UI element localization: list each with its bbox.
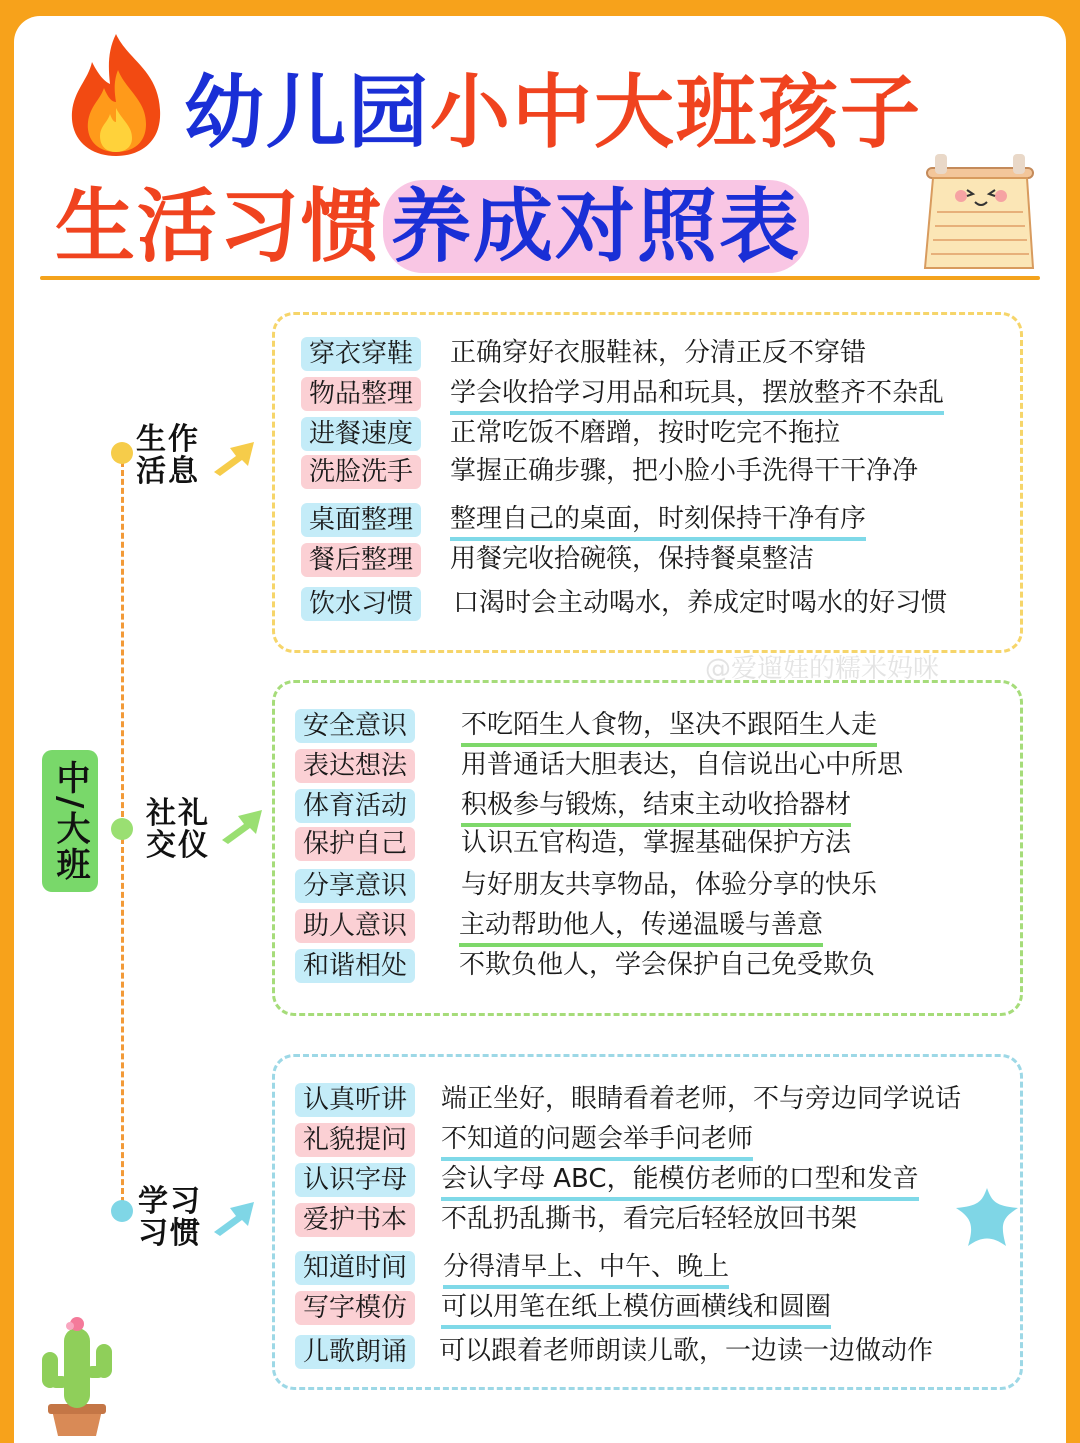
star-icon [952,1184,1022,1250]
list-item [275,1291,1020,1327]
list-item [275,827,1020,863]
arrow-icon [210,1198,258,1238]
title-line-1 [184,48,922,163]
habit-tag: 保护自己 [295,827,415,861]
habit-description: 不吃陌生人食物，坚决不跟陌生人走 [461,707,877,747]
habit-tag: 穿衣穿鞋 [301,337,421,371]
list-item [275,455,1020,491]
fire-icon [58,30,174,160]
list-item [275,1163,1020,1199]
habit-tag: 进餐速度 [301,417,421,451]
list-item [275,789,1020,825]
list-item [275,749,1020,785]
timeline-dot-1 [111,442,133,464]
title-part-classes: 小中大班孩子 [430,66,922,159]
list-item [275,417,1020,453]
list-item [275,1123,1020,1159]
habit-description: 正确穿好衣服鞋袜，分清正反不穿错 [450,338,867,368]
list-item [275,1083,1020,1119]
habit-description: 正常吃饭不磨蹭，按时吃完不拖拉 [450,418,841,448]
list-item [275,377,1020,413]
habit-description: 整理自己的桌面，时刻保持干净有序 [450,501,866,541]
list-item [275,1251,1020,1287]
habit-description: 不乱扔乱撕书，看完后轻轻放回书架 [441,1204,858,1234]
category-label-social: 社礼 交仪 [146,796,210,863]
timeline-dot-3 [111,1200,133,1222]
category-label-life: 生作 活息 [136,422,200,489]
habit-tag: 写字模仿 [295,1291,415,1325]
title-line-2 [55,162,809,277]
section-social-etiquette [272,680,1023,1016]
list-item [275,869,1020,905]
arrow-icon [218,806,266,846]
list-item [275,337,1020,373]
title-part-chart: 养成对照表 [383,180,809,273]
habit-tag: 认识字母 [295,1163,415,1197]
habit-description: 与好朋友共享物品，体验分享的快乐 [461,870,878,900]
list-item [275,543,1020,579]
habit-description: 不欺负他人，学会保护自己免受欺负 [459,950,876,980]
section-study-habits [272,1054,1023,1390]
habit-tag: 和谐相处 [295,949,415,983]
habit-tag: 餐后整理 [301,543,421,577]
arrow-icon [210,438,258,478]
habit-tag: 洗脸洗手 [301,455,421,489]
list-item [275,503,1020,539]
habit-description: 用普通话大胆表达，自信说出心中所思 [461,750,904,780]
habit-tag: 饮水习惯 [301,587,421,621]
habit-description: 认识五官构造，掌握基础保护方法 [461,828,852,858]
habit-description: 用餐完收拾碗筷，保持餐桌整洁 [450,544,815,574]
cactus-icon [32,1306,122,1436]
list-item [275,909,1020,945]
habit-description: 口渴时会主动喝水，养成定时喝水的好习惯 [453,588,948,618]
header-divider [40,276,1040,280]
habit-description: 积极参与锻炼，结束主动收拾器材 [461,787,851,827]
habit-tag: 礼貌提问 [295,1123,415,1157]
habit-tag: 认真听讲 [295,1083,415,1117]
habit-description: 学会收拾学习用品和玩具，摆放整齐不杂乱 [450,375,944,415]
habit-tag: 分享意识 [295,869,415,903]
habit-description: 可以用笔在纸上模仿画横线和圆圈 [441,1289,831,1329]
section-life-habits [272,312,1023,653]
list-item [275,587,1020,623]
list-item [275,709,1020,745]
habit-description: 不知道的问题会举手问老师 [441,1121,753,1161]
category-label-study: 学习 习惯 [138,1184,202,1251]
habit-description: 主动帮助他人，传递温暖与善意 [459,907,823,947]
list-item [275,1335,1020,1371]
timeline-dot-2 [111,818,133,840]
habit-tag: 体育活动 [295,789,415,823]
habit-tag: 桌面整理 [301,503,421,537]
grade-badge: 中/大班 [42,750,98,892]
list-item [275,1203,1020,1239]
habit-tag: 爱护书本 [295,1203,415,1237]
paper-scroll-icon [915,150,1045,278]
habit-description: 可以跟着老师朗读儿歌，一边读一边做动作 [439,1336,934,1366]
habit-tag: 儿歌朗诵 [295,1335,415,1369]
habit-tag: 表达想法 [295,749,415,783]
habit-description: 会认字母 ABC，能模仿老师的口型和发音 [441,1161,919,1201]
title-part-habits: 生活习惯 [55,180,383,273]
habit-tag: 助人意识 [295,909,415,943]
habit-tag: 安全意识 [295,709,415,743]
habit-tag: 知道时间 [295,1251,415,1285]
habit-description: 分得清早上、中午、晚上 [443,1249,729,1289]
habit-description: 端正坐好，眼睛看着老师，不与旁边同学说话 [441,1084,962,1114]
habit-description: 掌握正确步骤，把小脸小手洗得干干净净 [450,456,919,486]
title-part-kindergarten: 幼儿园 [184,66,430,159]
habit-tag: 物品整理 [301,377,421,411]
list-item [275,949,1020,985]
watermark: @爱遛娃的糯米妈咪 [705,654,940,684]
